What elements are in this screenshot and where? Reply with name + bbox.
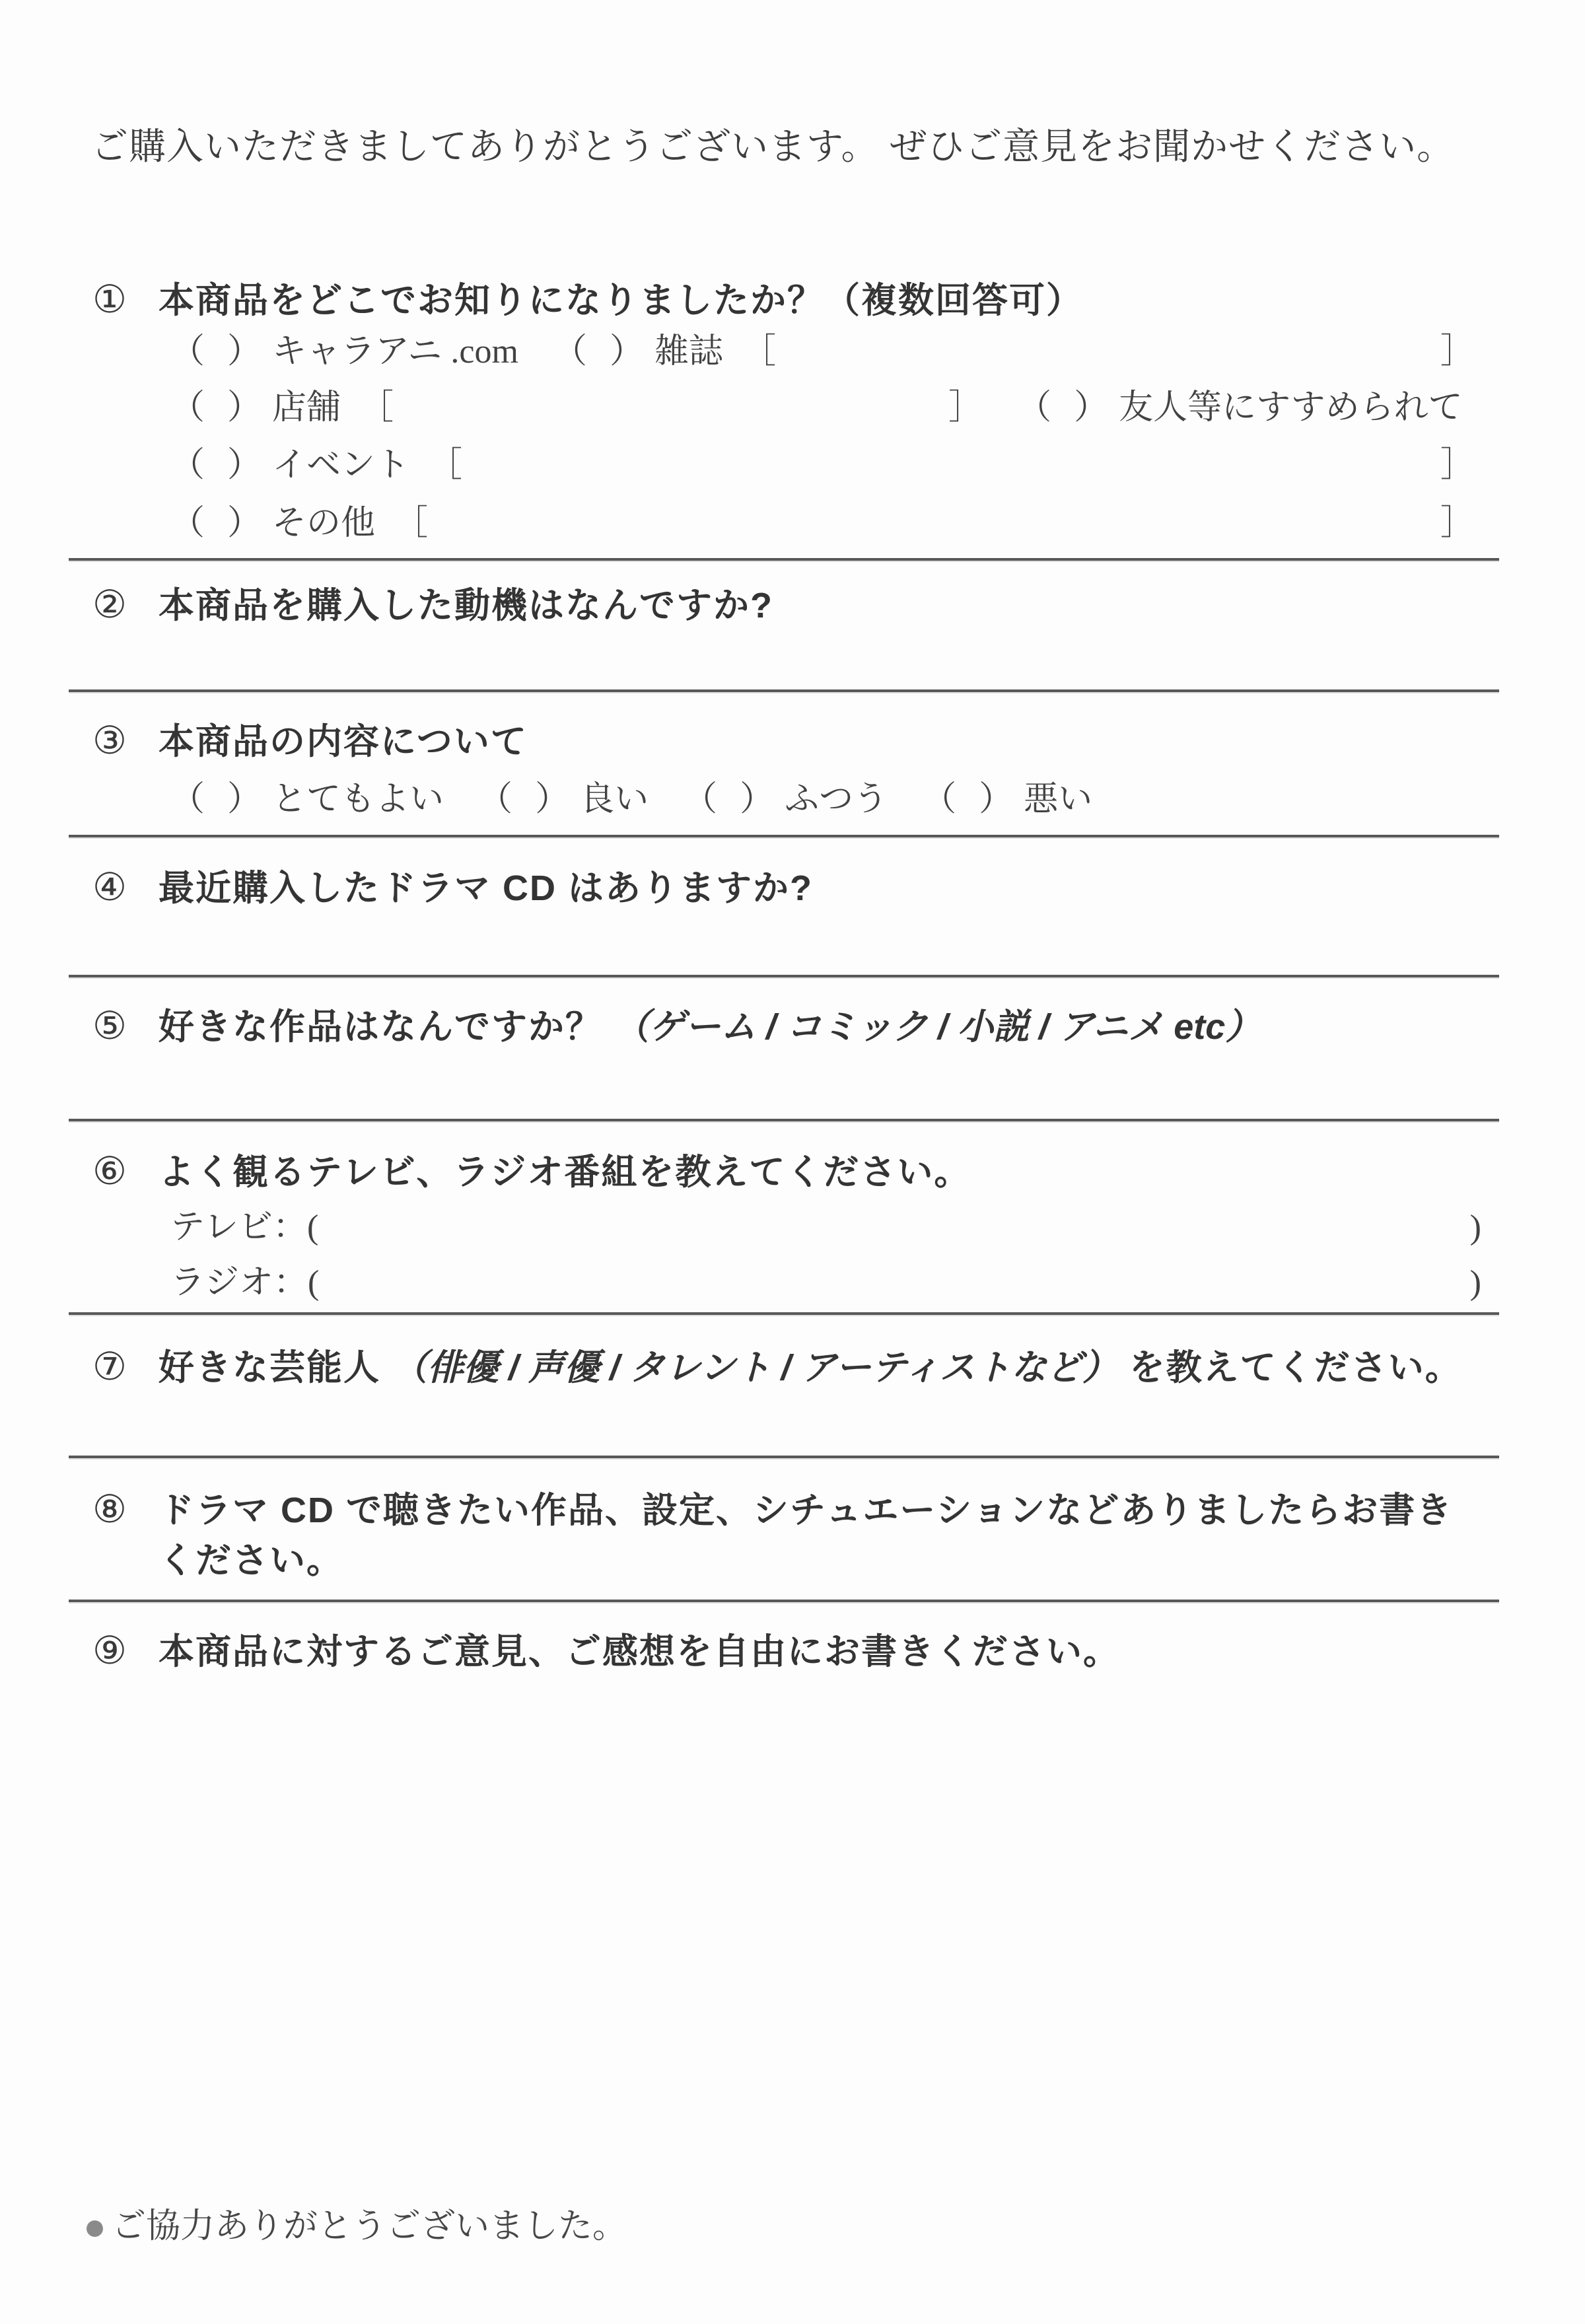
question-2 bbox=[92, 581, 1486, 687]
paren-open: （ bbox=[170, 389, 205, 427]
question-5-title-note: （ゲーム / コミック / 小説 / アニメ etc） bbox=[614, 1007, 1261, 1047]
question-3 bbox=[92, 717, 1486, 833]
paren-close: ） bbox=[1074, 389, 1109, 427]
radio-label: ラジオ： bbox=[170, 1264, 308, 1302]
paren-open: （ bbox=[170, 333, 205, 370]
question-6-title: よく観るテレビ、ラジオ番組を教えてください。 bbox=[158, 1152, 971, 1192]
paren-open: （ bbox=[170, 781, 205, 818]
question-9-number: ⑨ bbox=[92, 1629, 127, 1672]
question-8-title: ドラマ CD で聴きたい作品、設定、シチュエーションなどありましたらお書きください。 bbox=[158, 1491, 1454, 1580]
question-5-head bbox=[92, 1003, 1486, 1053]
paren-close: ） bbox=[227, 505, 262, 542]
paren-close: ） bbox=[227, 389, 262, 427]
option-label-friend: 友人等にすすめられて bbox=[1119, 389, 1463, 427]
paren-open: （ bbox=[170, 446, 205, 484]
checkbox-parens bbox=[1017, 386, 1108, 429]
bracket-open: ［ bbox=[359, 389, 394, 427]
question-7-title-note: （俳優 / 声優 / タレント / アーティストなど） bbox=[392, 1348, 1118, 1388]
question-6-radio-row bbox=[170, 1261, 1481, 1304]
question-8 bbox=[92, 1486, 1486, 1592]
question-2-head bbox=[92, 581, 1486, 631]
paren-open: （ bbox=[922, 781, 957, 818]
bracket-open: ［ bbox=[428, 446, 463, 484]
paren-close: ） bbox=[740, 781, 775, 818]
section-divider bbox=[69, 689, 1499, 692]
question-1-head bbox=[92, 276, 1486, 326]
question-8-number: ⑧ bbox=[92, 1488, 127, 1531]
greeting-text: ご購入いただきましてありがとうございます。 ぜひご意見をお聞かせください。 bbox=[91, 125, 1455, 167]
checkbox-parens bbox=[170, 444, 262, 487]
section-divider bbox=[69, 558, 1499, 561]
question-5-number: ⑤ bbox=[92, 1004, 127, 1047]
option-label-bad: 悪い bbox=[1024, 781, 1093, 818]
paren-open: （ bbox=[1017, 389, 1052, 427]
checkbox-parens bbox=[478, 778, 569, 821]
bracket-close: ］ bbox=[1440, 505, 1475, 542]
question-1-option-row-3 bbox=[170, 444, 1475, 487]
bracket-open: ［ bbox=[394, 505, 429, 542]
bracket-open: ［ bbox=[742, 333, 777, 370]
question-1 bbox=[92, 276, 1486, 560]
paren-open: ( bbox=[308, 1264, 320, 1302]
paren-close: ） bbox=[535, 781, 570, 818]
question-6-number: ⑥ bbox=[92, 1150, 127, 1193]
paren-open: （ bbox=[170, 505, 205, 542]
option-label-charaani: キャラアニ .com bbox=[272, 333, 518, 370]
tv-label: テレビ： bbox=[170, 1209, 307, 1246]
question-5-title bbox=[158, 1003, 1261, 1053]
question-5 bbox=[92, 1003, 1486, 1115]
question-7-head bbox=[92, 1343, 1486, 1393]
question-1-title: 本商品をどこでお知りになりましたか？（複数回答可） bbox=[158, 281, 1083, 320]
question-9-head bbox=[92, 1627, 1486, 1677]
question-9 bbox=[92, 1627, 1486, 1733]
paren-open: ( bbox=[306, 1209, 319, 1246]
question-3-title: 本商品の内容について bbox=[158, 722, 528, 761]
question-4 bbox=[92, 864, 1486, 969]
question-6-head bbox=[92, 1148, 1486, 1198]
checkbox-parens bbox=[170, 386, 262, 429]
question-2-title: 本商品を購入した動機はなんですか? bbox=[158, 586, 773, 625]
question-3-option-row bbox=[170, 778, 1092, 821]
question-2-number: ② bbox=[92, 583, 127, 626]
paren-close: ) bbox=[1469, 1264, 1481, 1302]
bracket-close: ］ bbox=[1440, 446, 1475, 484]
section-divider bbox=[69, 1119, 1499, 1121]
checkbox-parens bbox=[170, 502, 262, 545]
section-divider bbox=[69, 975, 1499, 977]
question-3-head bbox=[92, 717, 1486, 767]
checkbox-parens bbox=[170, 778, 262, 821]
question-3-number: ③ bbox=[92, 719, 127, 762]
question-7-title-main: 好きな芸能人 bbox=[158, 1348, 380, 1388]
paren-open: （ bbox=[683, 781, 718, 818]
option-label-good: 良い bbox=[580, 781, 649, 818]
paren-close: ） bbox=[979, 781, 1014, 818]
question-5-title-main: 好きな作品はなんですか？ bbox=[158, 1007, 602, 1047]
checkbox-parens bbox=[922, 778, 1013, 821]
question-4-head bbox=[92, 864, 1486, 914]
option-label-event: イベント bbox=[272, 446, 410, 484]
option-label-other: その他 bbox=[272, 505, 376, 542]
option-label-magazine: 雑誌 bbox=[654, 333, 724, 370]
paren-close: ） bbox=[227, 446, 262, 484]
paren-close: ） bbox=[609, 333, 644, 370]
question-9-title: 本商品に対するご意見、ご感想を自由にお書きください。 bbox=[158, 1632, 1120, 1672]
section-divider bbox=[69, 835, 1499, 837]
footer-text: ご協力ありがとうございました。 bbox=[112, 2208, 627, 2245]
paren-close: ） bbox=[227, 781, 262, 818]
question-7-title-suffix: を教えてください。 bbox=[1129, 1348, 1462, 1388]
option-label-normal: ふつう bbox=[785, 781, 888, 818]
question-7 bbox=[92, 1343, 1486, 1449]
question-1-option-row-1 bbox=[170, 330, 1475, 373]
question-1-option-row-4 bbox=[170, 502, 1475, 545]
paren-open: （ bbox=[478, 781, 513, 818]
bracket-close: ］ bbox=[948, 389, 983, 427]
section-divider bbox=[69, 1600, 1499, 1602]
section-divider bbox=[69, 1312, 1499, 1315]
question-1-option-row-2 bbox=[170, 386, 1475, 429]
bullet-circle-icon: ● bbox=[83, 2204, 107, 2248]
paren-close: ） bbox=[227, 333, 262, 370]
checkbox-parens bbox=[683, 778, 774, 821]
paren-close: ) bbox=[1469, 1209, 1481, 1246]
question-7-title bbox=[158, 1343, 1462, 1393]
footer bbox=[83, 2204, 627, 2249]
question-4-number: ④ bbox=[92, 866, 127, 909]
question-1-number: ① bbox=[92, 278, 127, 321]
option-label-shop: 店舗 bbox=[272, 389, 341, 427]
question-6-tv-row bbox=[170, 1206, 1481, 1249]
checkbox-parens bbox=[553, 330, 644, 373]
question-4-title: 最近購入したドラマ CD はありますか? bbox=[158, 868, 813, 908]
bracket-close: ］ bbox=[1440, 333, 1475, 370]
checkbox-parens bbox=[170, 330, 262, 373]
section-divider bbox=[69, 1456, 1499, 1458]
paren-open: （ bbox=[552, 333, 587, 370]
option-label-verygood: とてもよい bbox=[272, 781, 444, 818]
question-8-head bbox=[92, 1486, 1486, 1586]
question-6 bbox=[92, 1148, 1486, 1313]
question-7-number: ⑦ bbox=[92, 1345, 127, 1388]
